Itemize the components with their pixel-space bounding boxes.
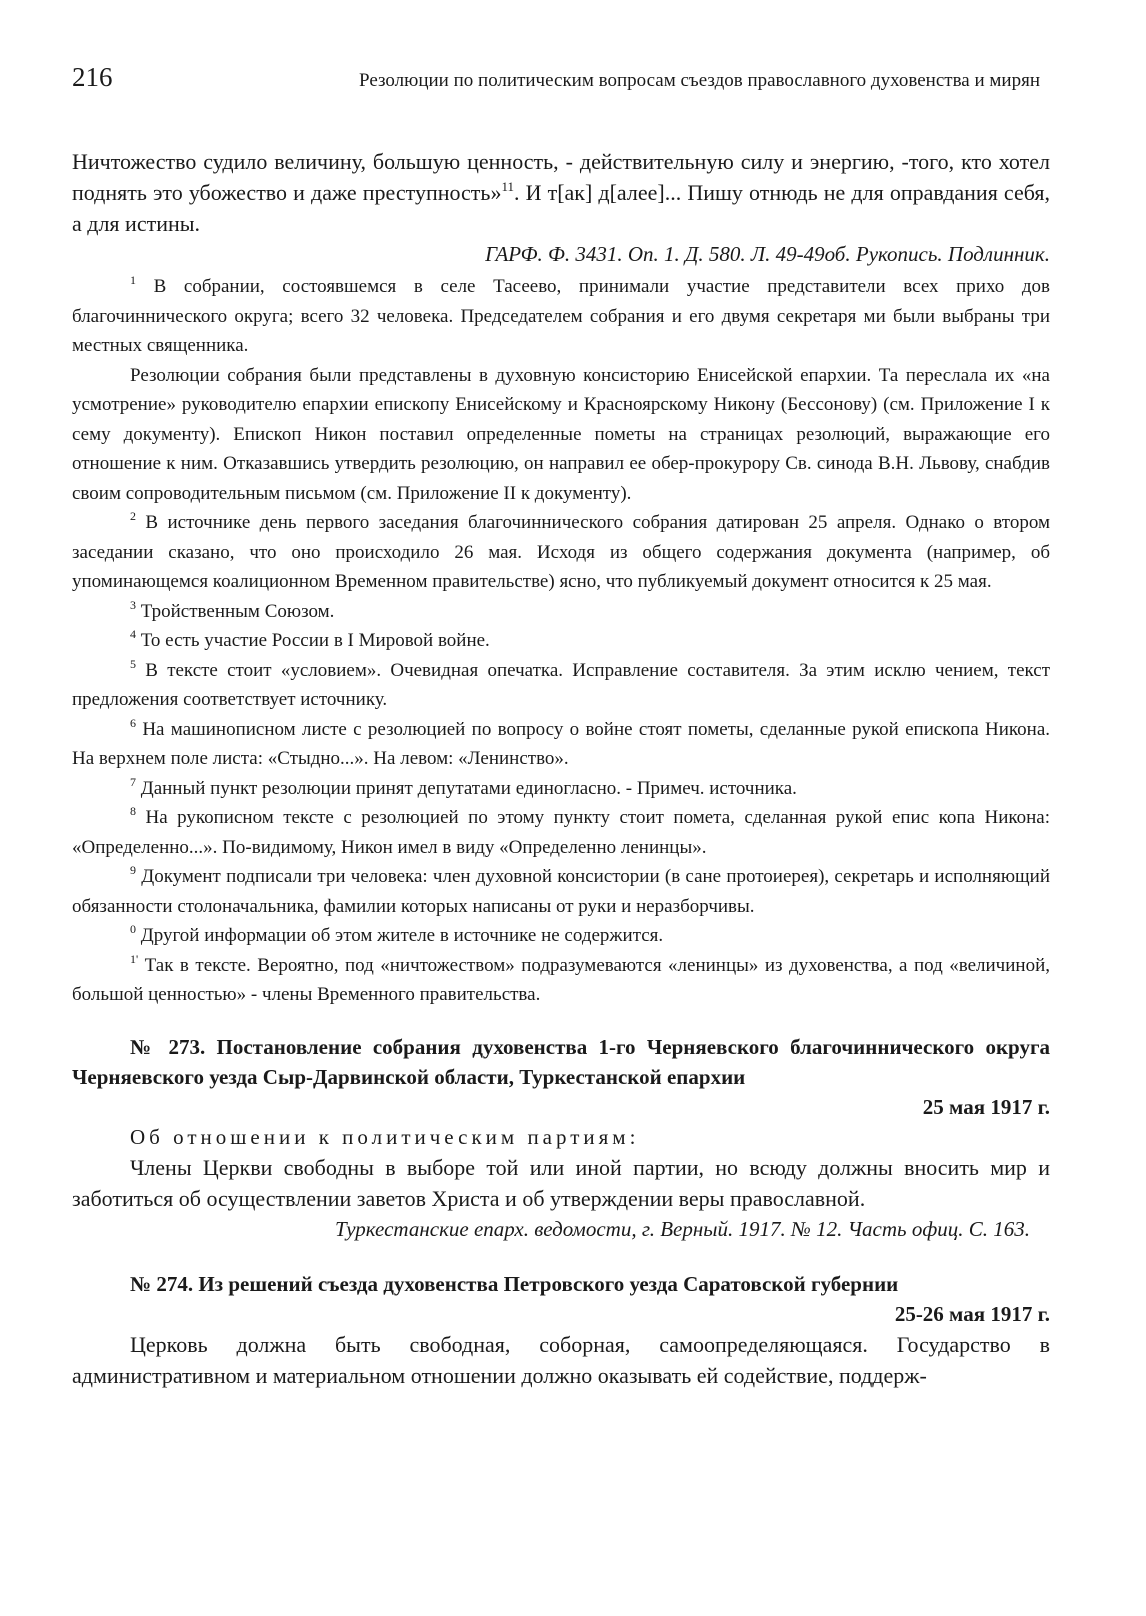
intro-text-before: Ничтожество судило величину, большую ценность, - действительную силу и энергию, -того, кто хотел поднять это убожество и даже преступность» xyxy=(72,149,1050,205)
footnote-text: В собрании, состоявшемся в селе Тасеево, принимали участие представители всех прихо дов благочиннического округа; всего 32 человека. Председателем собрания и его двумя секретаря ми были выбраны три местных священника. xyxy=(72,276,1050,356)
footnote-mark: 4 xyxy=(130,627,136,641)
footnote-mark: 3 xyxy=(130,597,136,612)
footnote xyxy=(72,921,1050,951)
footnote-text: На рукописном тексте с резолюцией по этому пункту стоит помета, сделанная рукой епис копа Никона: «Определенно...». По-видимому, Никон имел в виду «Определенно ленинцы». xyxy=(72,807,1051,858)
footnote xyxy=(72,951,1050,1010)
footnote-text: То есть участие России в I Мировой войне. xyxy=(140,630,490,651)
footnote-text: Другой информации об этом жителе в источнике не содержится. xyxy=(140,925,664,946)
footnote-text: На машинописном листе с резолюцией по вопросу о войне стоят пометы, сделанные рукой епископа Никона. На верхнем поле листа: «Стыдно...». На левом: «Ленинство». xyxy=(72,718,1051,769)
document-title: № 273. Постановление собрания духовенства 1-го Черняевского благочиннического округа Черняевского уезда Сыр-Дарвинской области, Туркестанской епархии xyxy=(72,1034,1050,1089)
document-date: 25-26 мая 1917 г. xyxy=(894,1301,1050,1326)
footnote-text: В источнике день первого заседания благочиннического собрания датирован 25 апреля. Однако о втором заседании сказано, что оно происходило 26 мая. Исходя из общего содержания документа (например, об упоминающемся коалиционном Временном правительстве) ясно, что публикуемый документ относится к 25 мая. xyxy=(72,512,1051,592)
document-274 xyxy=(72,1269,1050,1391)
footnote-text: Резолюции собрания были представлены в духовную консисторию Енисейской епархии. Та переслала их «на усмотрение» руководителю епархии епископу Енисейскому и Красноярскому Никону (Бессонову) (см. Приложение I к сему документу). Епископ Никон поставил определенные пометы на страницах резолюций, выражающие его отношение к ним. Отказавшись утвердить резолюцию, он направил ее обер-прокурору Св. синода В.Н. Львову, снабдив своим сопроводительным письмом (см. Приложение II к документу). xyxy=(72,364,1050,504)
document-subject: Об отношении к политическим партиям: xyxy=(130,1124,640,1149)
document-text: Церковь должна быть свободная, соборная, самоопределяющаяся. Государство в административном и материальном отношении должно оказывать ей содействие, поддерж- xyxy=(72,1331,1050,1388)
intro-text-after: . И т[ак] д[алее]... Пишу отнюдь не для оправдания себя, а для истины. xyxy=(72,180,1050,236)
footnote xyxy=(72,508,1050,597)
footnote-mark: 2 xyxy=(130,509,136,523)
footnote-mark: 8 xyxy=(130,804,136,818)
intro-text xyxy=(72,146,1050,239)
document-page xyxy=(72,62,1050,1391)
footnote-text: Тройственным Союзом. xyxy=(140,600,335,622)
footnote-mark: 5 xyxy=(130,656,136,671)
footnote xyxy=(72,715,1050,774)
footnote-text: Документ подписали три человека: член духовной консистории (в сане протоиерея), секретарь и исполняющий обязанности столоначальника, фамилии которых написаны от руки и неразборчивы. xyxy=(72,866,1050,917)
footnote xyxy=(72,774,1050,804)
running-title: Резолюции по политическим вопросам съездов православного духовенства и мирян xyxy=(359,70,1040,91)
footnote-mark: 0 xyxy=(130,922,136,936)
page-number: 216 xyxy=(72,62,113,92)
intro-paragraph xyxy=(72,146,1050,239)
document-date: 25 мая 1917 г. xyxy=(922,1094,1050,1119)
document-273 xyxy=(72,1032,1050,1245)
document-body xyxy=(72,1329,1050,1391)
document-source: Туркестанские епарх. ведомости, г. Верный. 1917. № 12. Часть офиц. С. 163. xyxy=(335,1216,1030,1241)
footnote-continuation xyxy=(72,361,1050,509)
footnote-text: В тексте стоит «условием». Очевидная опечатка. Исправление составителя. За этим исклю чением, текст предложения соответствует источнику. xyxy=(72,659,1051,710)
footnote-mark: 1 xyxy=(130,273,136,287)
page-header xyxy=(72,62,1050,110)
footnotes xyxy=(72,272,1050,1010)
document-body xyxy=(72,1152,1050,1214)
footnote-text: Данный пункт резолюции принят депутатами единогласно. - Примеч. источника. xyxy=(140,777,797,799)
footnote xyxy=(72,626,1050,656)
footnote xyxy=(72,803,1050,862)
footnote-text: Так в тексте. Вероятно, под «ничтожеством» подразумеваются «ленинцы» из духовенства, а под «величиной, большой ценностью» - члены Временного правительства. xyxy=(72,954,1050,1005)
archive-source: ГАРФ. Ф. 3431. Оп. 1. Д. 580. Л. 49-49об. Рукопись. Подлинник. xyxy=(485,242,1050,266)
document-text: Члены Церкви свободны в выборе той или иной партии, но всюду должны вносить мир и заботиться об осуществлении заветов Христа и об утверждении веры православной. xyxy=(72,1154,1050,1211)
footnote xyxy=(72,272,1050,361)
footnote-mark: 6 xyxy=(130,715,136,730)
footnote-mark: 7 xyxy=(130,774,136,789)
intro-note-mark: 11 xyxy=(501,179,514,194)
footnote-mark: 1' xyxy=(130,951,139,966)
document-title: № 274. Из решений съезда духовенства Петровского уезда Саратовской губернии xyxy=(130,1271,899,1296)
footnote-mark: 9 xyxy=(130,863,136,877)
footnote xyxy=(72,597,1050,627)
footnote xyxy=(72,656,1050,715)
footnote xyxy=(72,862,1050,921)
